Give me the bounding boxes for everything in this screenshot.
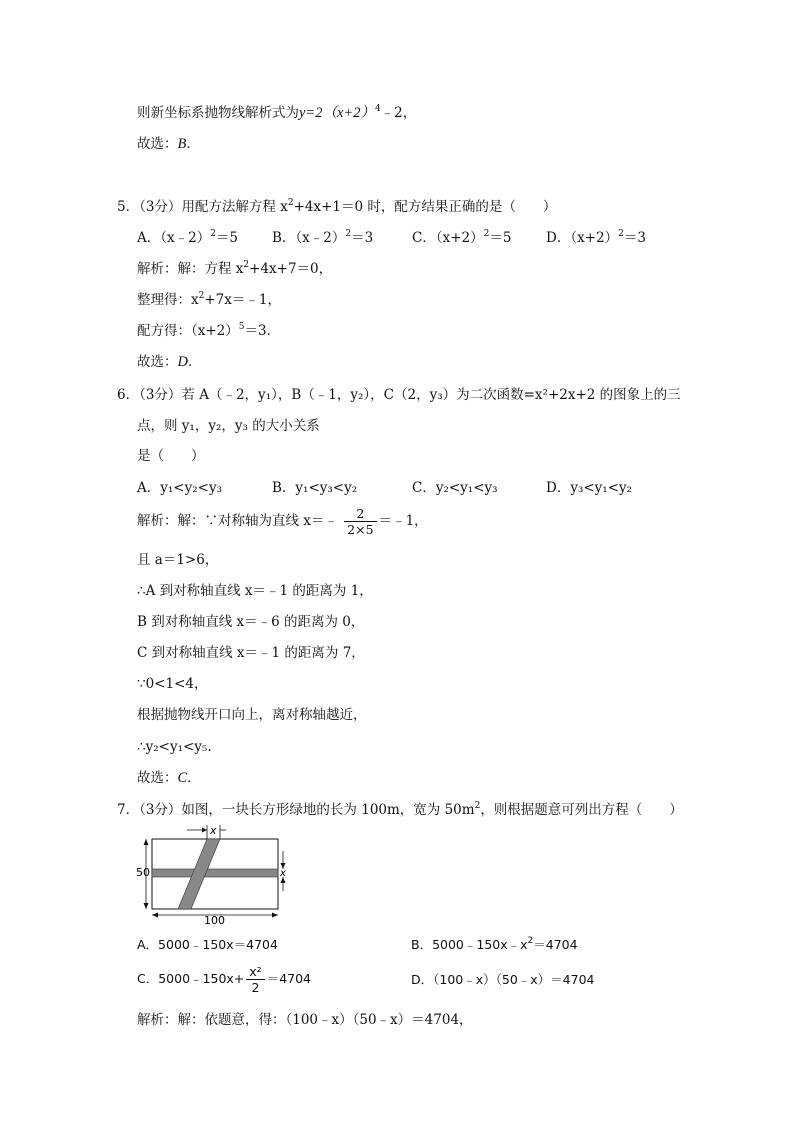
text: ＝5 <box>215 230 239 246</box>
q6-option-a[interactable]: A．y₁<y₂<y₃ <box>137 480 222 496</box>
rectangle-garden-figure <box>130 821 300 926</box>
q5-solution-1 <box>137 260 332 278</box>
exponent: 2 <box>198 291 205 301</box>
question-number: 5． <box>117 199 140 215</box>
q6-solution-3: ∴A 到对称轴直线 x＝﹣1 的距离为 1， <box>137 583 373 599</box>
text: 故选： <box>137 354 178 370</box>
q6-solution-7: 根据抛物线开口向上，离对称轴越近， <box>137 707 367 723</box>
q6-option-d[interactable]: D．y₃<y₁<y₂ <box>546 480 633 496</box>
text: （3分）如图，一块长方形绿地的长为 100m，宽为 50m <box>139 802 475 818</box>
prev-solution-line <box>137 104 416 122</box>
text: ＝5 <box>489 230 512 246</box>
text: ＝3 <box>623 230 646 246</box>
height-label: 50 <box>136 866 150 879</box>
exponent: 2 <box>287 198 294 208</box>
q5-solution-2 <box>137 291 281 309</box>
text: ﹣2， <box>380 105 417 121</box>
q7-option-d[interactable]: D．（100﹣x）（50﹣x）＝4704 <box>411 972 595 987</box>
text: 用配方法解方程 x <box>181 199 288 215</box>
numerator: x² <box>246 964 264 980</box>
text: ，则根据题意可列出方程（ ） <box>480 802 683 818</box>
fraction <box>344 506 376 537</box>
denominator: 2 <box>251 980 260 995</box>
label: C．5000﹣150x+ <box>137 971 245 986</box>
arrow-head <box>144 839 149 845</box>
fraction <box>246 964 264 995</box>
question-6-stem-line2: 点，则 y₁，y₂，y₃ 的大小关系 <box>137 418 320 434</box>
exponent: 2 <box>345 229 352 239</box>
q5-option-d[interactable] <box>546 229 646 247</box>
q6-answer <box>137 769 201 787</box>
exponent: 2 <box>527 936 534 946</box>
q5-solution-3 <box>137 322 280 340</box>
text: 整理得：x <box>137 292 199 308</box>
text: 故选： <box>137 136 178 152</box>
label: C．（x+2） <box>412 230 484 246</box>
width-label: 100 <box>204 914 225 926</box>
label: A．（x﹣2） <box>137 230 211 246</box>
q6-solution-6: ∵0<1<4， <box>137 676 208 692</box>
text: 则新坐标系抛物线解析式为 <box>137 105 299 121</box>
q6-solution-4: B 到对称轴直线 x＝﹣6 的距离为 0， <box>137 614 365 630</box>
text: 解析：解：∵对称轴为直线 x＝﹣ <box>137 513 338 529</box>
exponent: 2 <box>210 229 216 239</box>
x-label-top: x <box>210 824 217 837</box>
q7-option-a[interactable]: A．5000﹣150x＝4704 <box>137 937 278 952</box>
q7-solution: 解析：解：依题意，得：（100﹣x）（50﹣x）＝4704， <box>137 1012 473 1028</box>
text: （3分）若 A（﹣2，y₁），B（﹣1，y₂），C（2，y₃）为二次函数=x²+2x+2 的图象上的三 <box>139 387 681 403</box>
text: 故选： <box>137 770 178 786</box>
text: 配方得：（x+2） <box>137 323 239 339</box>
text: ． <box>187 354 202 370</box>
numerator: 2 <box>344 506 376 522</box>
horizontal-road <box>152 869 278 877</box>
exponent: 4 <box>374 104 381 114</box>
text: 解析：解：方程 x <box>137 261 244 277</box>
q6-option-c[interactable]: C．y₂<y₁<y₃ <box>412 480 498 496</box>
question-5-stem <box>117 198 556 216</box>
score: （3分） <box>139 199 182 215</box>
arrow-head <box>272 913 278 918</box>
text: ＝3． <box>244 323 281 339</box>
question-number: 7． <box>117 802 140 818</box>
text: ＝4704 <box>533 937 578 952</box>
label: B．（x﹣2） <box>272 230 346 246</box>
label: B．5000﹣150x﹣x <box>411 937 528 952</box>
answer-letter: D <box>177 354 188 370</box>
text: ＝﹣1， <box>378 513 428 529</box>
q6-option-b[interactable]: B．y₁<y₃<y₂ <box>272 480 358 496</box>
answer-letter: B <box>177 136 187 152</box>
text: ． <box>186 136 200 152</box>
text: +4x+1＝0 时，配方结果正确的是（ ） <box>293 199 557 215</box>
exponent: 2 <box>474 801 481 811</box>
q6-solution-5: C 到对称轴直线 x＝﹣1 的距离为 7， <box>137 645 365 661</box>
q5-option-c[interactable] <box>412 229 511 247</box>
question-6-stem-line1 <box>117 386 681 404</box>
answer-letter: C <box>177 770 188 786</box>
arrow-head <box>152 913 158 918</box>
text: +4x+7＝0， <box>249 261 333 277</box>
x-label-right: x <box>280 868 286 879</box>
arrow-head <box>202 828 207 833</box>
text: ＝3 <box>351 230 374 246</box>
q6-solution-1 <box>137 506 428 537</box>
exponent: 2 <box>483 229 490 239</box>
exponent: 2 <box>618 229 624 239</box>
question-7-stem <box>117 801 683 819</box>
denominator: 2×5 <box>347 522 374 537</box>
exponent: 2 <box>243 260 250 270</box>
q5-option-b[interactable] <box>272 229 373 247</box>
question-number: 6． <box>117 387 140 403</box>
prev-answer <box>137 135 200 153</box>
expr: y=2（x+2） <box>299 105 375 121</box>
text: ＝4704 <box>266 971 312 986</box>
text: ． <box>187 770 201 786</box>
label: D．（x+2） <box>546 230 619 246</box>
q5-answer <box>137 353 201 371</box>
q5-option-a[interactable] <box>137 229 238 247</box>
q6-solution-8: ∴y₂<y₁<y₅. <box>137 739 212 755</box>
exponent: 5 <box>238 322 245 332</box>
arrow-head <box>144 903 149 909</box>
question-6-stem-line3: 是（ ） <box>137 448 205 464</box>
q6-solution-2: 且 a＝1>6， <box>137 552 219 568</box>
text: +7x＝﹣1， <box>204 292 281 308</box>
q7-option-c[interactable] <box>137 963 311 995</box>
q7-option-b[interactable] <box>411 936 578 954</box>
